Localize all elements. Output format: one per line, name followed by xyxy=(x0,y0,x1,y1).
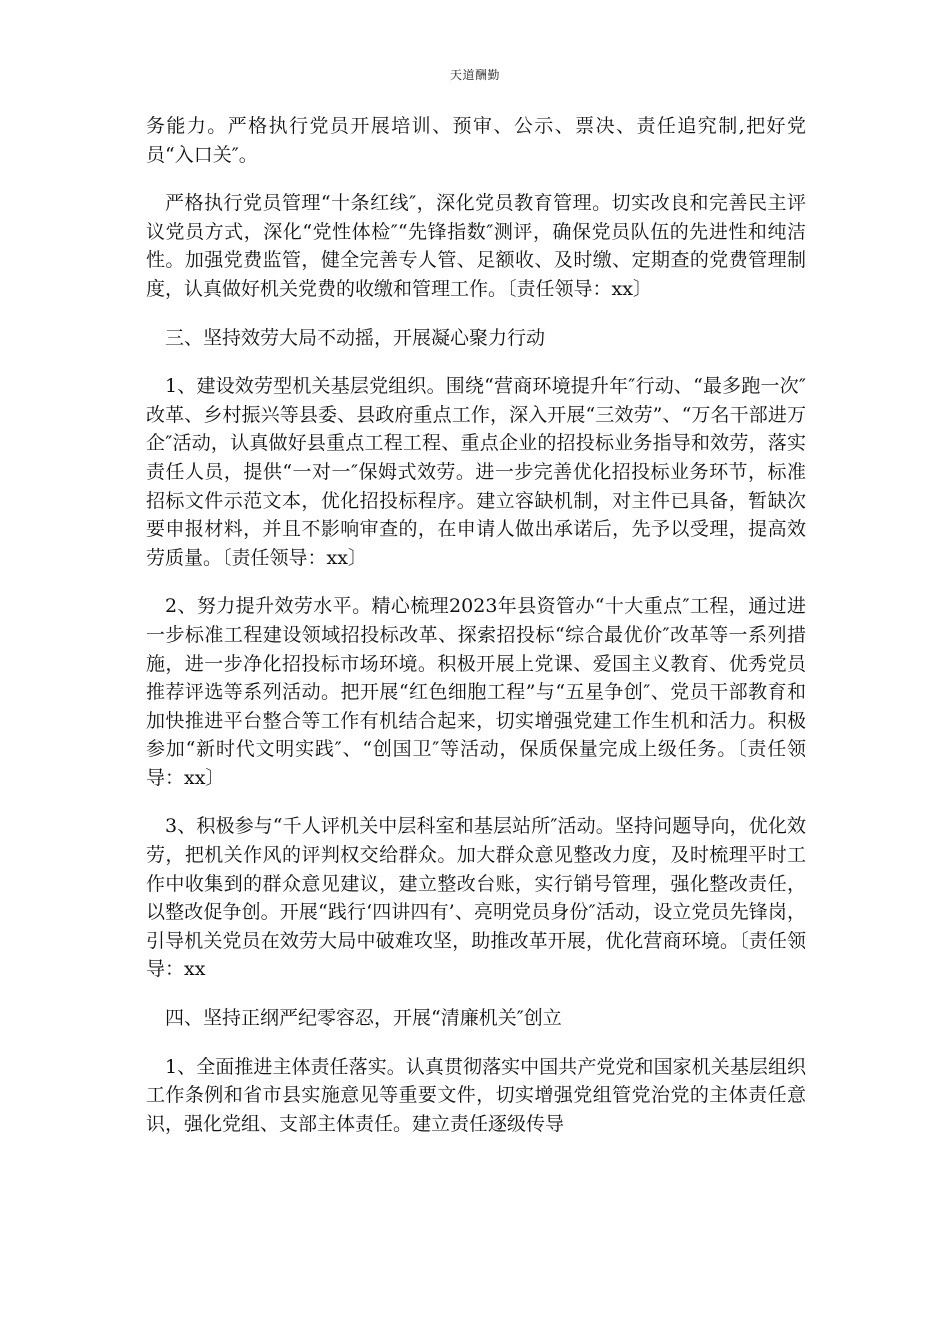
paragraph-4-1: 1、全面推进主体责任落实。认真贯彻落实中国共产党党和国家机关基层组织工作条例和省市县实施意见等重要文件，切实增强党组管党治党的主体责任意识，强化党组、支部主体责任。建立责任逐级传导 xyxy=(146,1055,806,1135)
paragraph-3-1: 1、建设效劳型机关基层党组织。围绕“营商环境提升年″行动、“最多跑一次″改革、乡村振兴等县委、县政府重点工作，深入开展“三效劳”、“万名干部进万企″活动，认真做好县重点工程工程、重点企业的招投标业务指导和效劳，落实责任人员，提供“一对一″保姆式效劳。进一步完善优化招投标业务环节，标准招标文件示范文本，优化招投标程序。建立容缺机制，对主件已具备，暂缺次要申报材料，并且不影响审查的，在申请人做出承诺后，先予以受理，提高效劳质量。〔责任领导：xx〕 xyxy=(146,375,806,569)
section-heading-4: 四、坚持正纲严纪零容忍，开展“清廉机关″创立 xyxy=(165,1007,562,1030)
paragraph-2: 严格执行党员管理“十条红线″，深化党员教育管理。切实改良和完善民主评议党员方式，深化“党性体检″“先锋指数″测评，确保党员队伍的先进性和纯洁性。加强党费监管，健全完善专人管、足额收、及时缴、定期查的党费管理制度，认真做好机关党费的收缴和管理工作。〔责任领导：xx〕 xyxy=(146,192,806,300)
page-header: 天道酬勤 xyxy=(449,68,500,82)
paragraph-1: 务能力。严格执行党员开展培训、预审、公示、票决、责任追究制,把好党员“入口关″。 xyxy=(146,115,806,166)
paragraph-3-2: 2、努力提升效劳水平。精心梳理2023年县资管办“十大重点″工程，通过进一步标准工程建设领域招投标改革、探索招投标“综合最优价″改革等一系列措施，进一步净化招投标市场环境。积极开展上党课、爱国主义教育、优秀党员推荐评选等系列活动。把开展“红色细胞工程”与“五星争创″、党员干部教育和加快推进平台整合等工作有机结合起来，切实增强党建工作生机和活力。积极参加“新时代文明实践″、“创国卫″等活动，保质保量完成上级任务。〔责任领导：xx〕 xyxy=(146,595,806,789)
section-heading-3: 三、坚持效劳大局不动摇，开展凝心聚力行动 xyxy=(165,326,546,349)
document-body xyxy=(146,112,806,1158)
paragraph-3-3: 3、积极参与“千人评机关中层科室和基层站所″活动。坚持问题导向，优化效劳，把机关作风的评判权交给群众。加大群众意见整改力度，及时梳理平时工作中收集到的群众意见建议，建立整改台账，实行销号管理，强化整改责任，以整改促争创。开展“践行‘四讲四有’、亮明党员身份″活动，设立党员先锋岗，引导机关党员在效劳大局中破难攻坚，助推改革开展，优化营商环境。〔责任领导：xx xyxy=(146,815,806,981)
